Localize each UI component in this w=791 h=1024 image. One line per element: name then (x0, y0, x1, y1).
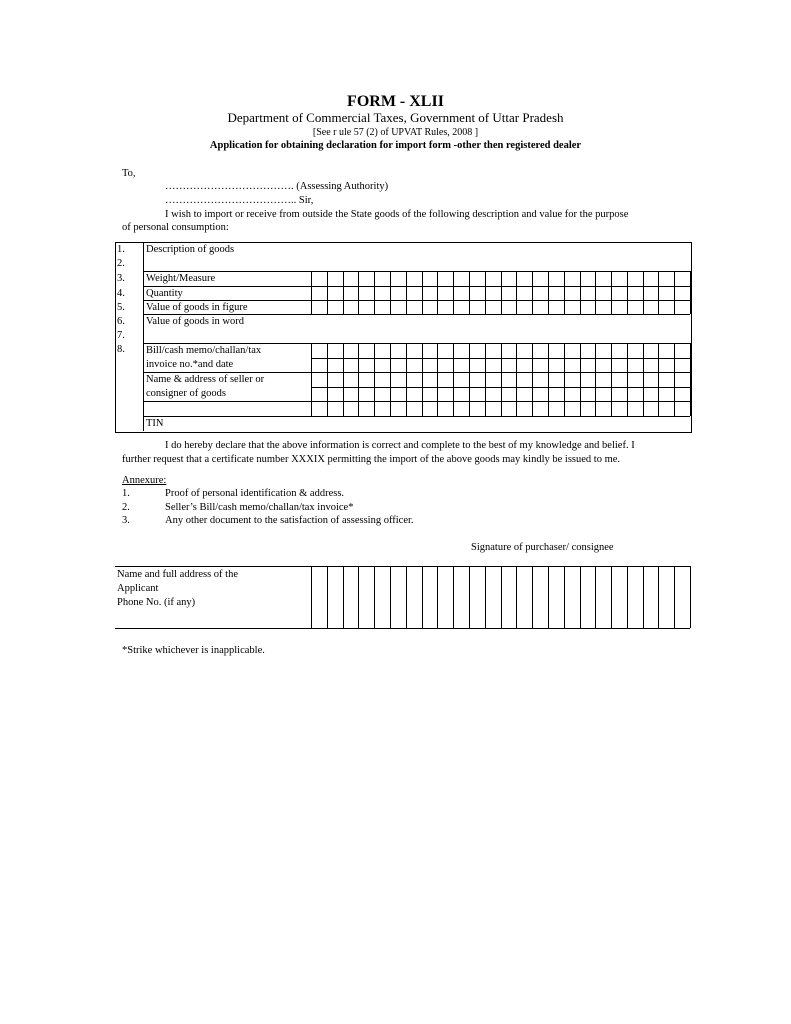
declaration-line1: I do hereby declare that the above information is correct and complete to the best of my knowledge and belief. I (165, 440, 635, 451)
box-divider (611, 343, 612, 416)
row-divider (143, 401, 690, 402)
box-divider (406, 343, 407, 416)
row-number: 6. (117, 316, 125, 327)
to-label: To, (122, 168, 136, 179)
box-divider (674, 271, 675, 314)
row-divider (143, 372, 690, 373)
box-divider (580, 343, 581, 416)
box-divider (532, 566, 533, 628)
annexure-number: 3. (122, 515, 130, 526)
assessing-authority-line: ………………………………. (Assessing Authority) (165, 181, 389, 192)
row-number: 1. (117, 244, 125, 255)
form-title: FORM - XLII (347, 93, 444, 110)
row-number: 5. (117, 302, 125, 313)
box-divider (516, 343, 517, 416)
box-divider (595, 343, 596, 416)
box-divider (390, 271, 391, 314)
row-number: 4. (117, 288, 125, 299)
label-bill-line2: invoice no.*and date (146, 359, 234, 370)
box-divider (564, 343, 565, 416)
box-divider (390, 343, 391, 416)
label-quantity: Quantity (146, 288, 183, 299)
row-number: 3. (117, 273, 125, 284)
box-divider (643, 343, 644, 416)
annexure-heading: Annexure: (122, 475, 167, 486)
department-name: Department of Commercial Taxes, Government of Uttar Pradesh (227, 110, 564, 125)
box-divider (343, 271, 344, 314)
box-divider (311, 343, 312, 416)
box-divider (643, 271, 644, 314)
row-divider (143, 416, 690, 417)
box-divider (674, 343, 675, 416)
row-number: 8. (117, 344, 125, 355)
label-tin: TIN (146, 418, 164, 429)
request-text-line2: of personal consumption: (122, 222, 229, 233)
box-divider (564, 566, 565, 628)
box-divider (453, 343, 454, 416)
row-divider (143, 300, 690, 301)
box-divider (532, 343, 533, 416)
annexure-item: Any other document to the satisfaction of assessing officer. (165, 515, 414, 526)
box-divider (406, 566, 407, 628)
box-divider (453, 271, 454, 314)
box-divider (390, 566, 391, 628)
box-divider (343, 566, 344, 628)
rule-reference: [See r ule 57 (2) of UPVAT Rules, 2008 ] (312, 127, 479, 138)
box-divider (374, 343, 375, 416)
label-seller-line2: consigner of goods (146, 388, 226, 399)
annexure-number: 2. (122, 502, 130, 513)
box-divider (311, 566, 312, 628)
box-divider (548, 343, 549, 416)
row-number: 2. (117, 258, 125, 269)
box-divider (658, 343, 659, 416)
applicant-label-line3: Phone No. (if any) (117, 597, 196, 608)
box-divider (658, 566, 659, 628)
box-divider (406, 271, 407, 314)
request-text-line1: I wish to import or receive from outside the State goods of the following description and value for the purpose (165, 209, 629, 220)
box-divider (485, 566, 486, 628)
box-divider (453, 566, 454, 628)
annexure-number: 1. (122, 488, 130, 499)
box-divider (595, 271, 596, 314)
box-divider (532, 271, 533, 314)
box-divider (469, 343, 470, 416)
box-divider (611, 566, 612, 628)
box-divider (358, 566, 359, 628)
annexure-item: Proof of personal identification & address. (165, 488, 345, 499)
box-divider (501, 566, 502, 628)
box-divider (374, 271, 375, 314)
footnote: *Strike whichever is inapplicable. (122, 645, 265, 656)
box-divider (311, 271, 312, 314)
applicant-table-bottom (115, 628, 690, 629)
label-seller-line1: Name & address of seller or (146, 374, 265, 385)
signature-label: Signature of purchaser/ consignee (471, 542, 614, 553)
box-divider (690, 271, 691, 314)
box-divider (374, 566, 375, 628)
label-value-in-figure: Value of goods in figure (146, 302, 248, 313)
box-divider (627, 566, 628, 628)
label-description-of-goods: Description of goods (146, 244, 235, 255)
box-divider (437, 271, 438, 314)
box-divider (485, 343, 486, 416)
declaration-line2: further request that a certificate number XXXIX permitting the import of the above goods may kindly be issued to me. (122, 454, 621, 465)
box-divider (437, 566, 438, 628)
annexure-item: Seller’s Bill/cash memo/challan/tax invoice* (165, 502, 354, 513)
sir-line: ……………………………….. Sir, (165, 195, 314, 206)
box-divider (690, 566, 691, 628)
row-divider (143, 271, 690, 272)
box-divider (580, 566, 581, 628)
applicant-label-line2: Applicant (117, 583, 159, 594)
box-divider (516, 566, 517, 628)
box-divider (548, 271, 549, 314)
applicant-label-line1: Name and full address of the (117, 569, 239, 580)
box-divider (327, 566, 328, 628)
box-divider (358, 343, 359, 416)
label-value-in-word: Value of goods in word (146, 316, 244, 327)
box-divider (595, 566, 596, 628)
box-divider (437, 343, 438, 416)
box-divider (327, 271, 328, 314)
box-divider (501, 343, 502, 416)
box-divider (469, 271, 470, 314)
box-divider (343, 343, 344, 416)
box-divider (690, 343, 691, 416)
box-divider (485, 271, 486, 314)
box-divider (627, 343, 628, 416)
box-divider (422, 566, 423, 628)
box-divider (516, 271, 517, 314)
box-divider (627, 271, 628, 314)
box-divider (643, 566, 644, 628)
row-divider (143, 343, 690, 344)
box-divider (658, 271, 659, 314)
box-divider (327, 343, 328, 416)
box-divider (580, 271, 581, 314)
label-bill-line1: Bill/cash memo/challan/tax (146, 345, 262, 356)
box-divider (469, 566, 470, 628)
box-divider (358, 271, 359, 314)
box-divider (611, 271, 612, 314)
applicant-table-top (115, 566, 690, 567)
row-number: 7. (117, 330, 125, 341)
box-divider (674, 566, 675, 628)
application-title: Application for obtaining declaration for import form -other then registered dealer (209, 140, 582, 151)
box-divider (422, 271, 423, 314)
box-divider (564, 271, 565, 314)
box-divider (548, 566, 549, 628)
row-divider (143, 286, 690, 287)
box-divider (501, 271, 502, 314)
box-divider (422, 343, 423, 416)
label-weight-measure: Weight/Measure (146, 273, 216, 284)
